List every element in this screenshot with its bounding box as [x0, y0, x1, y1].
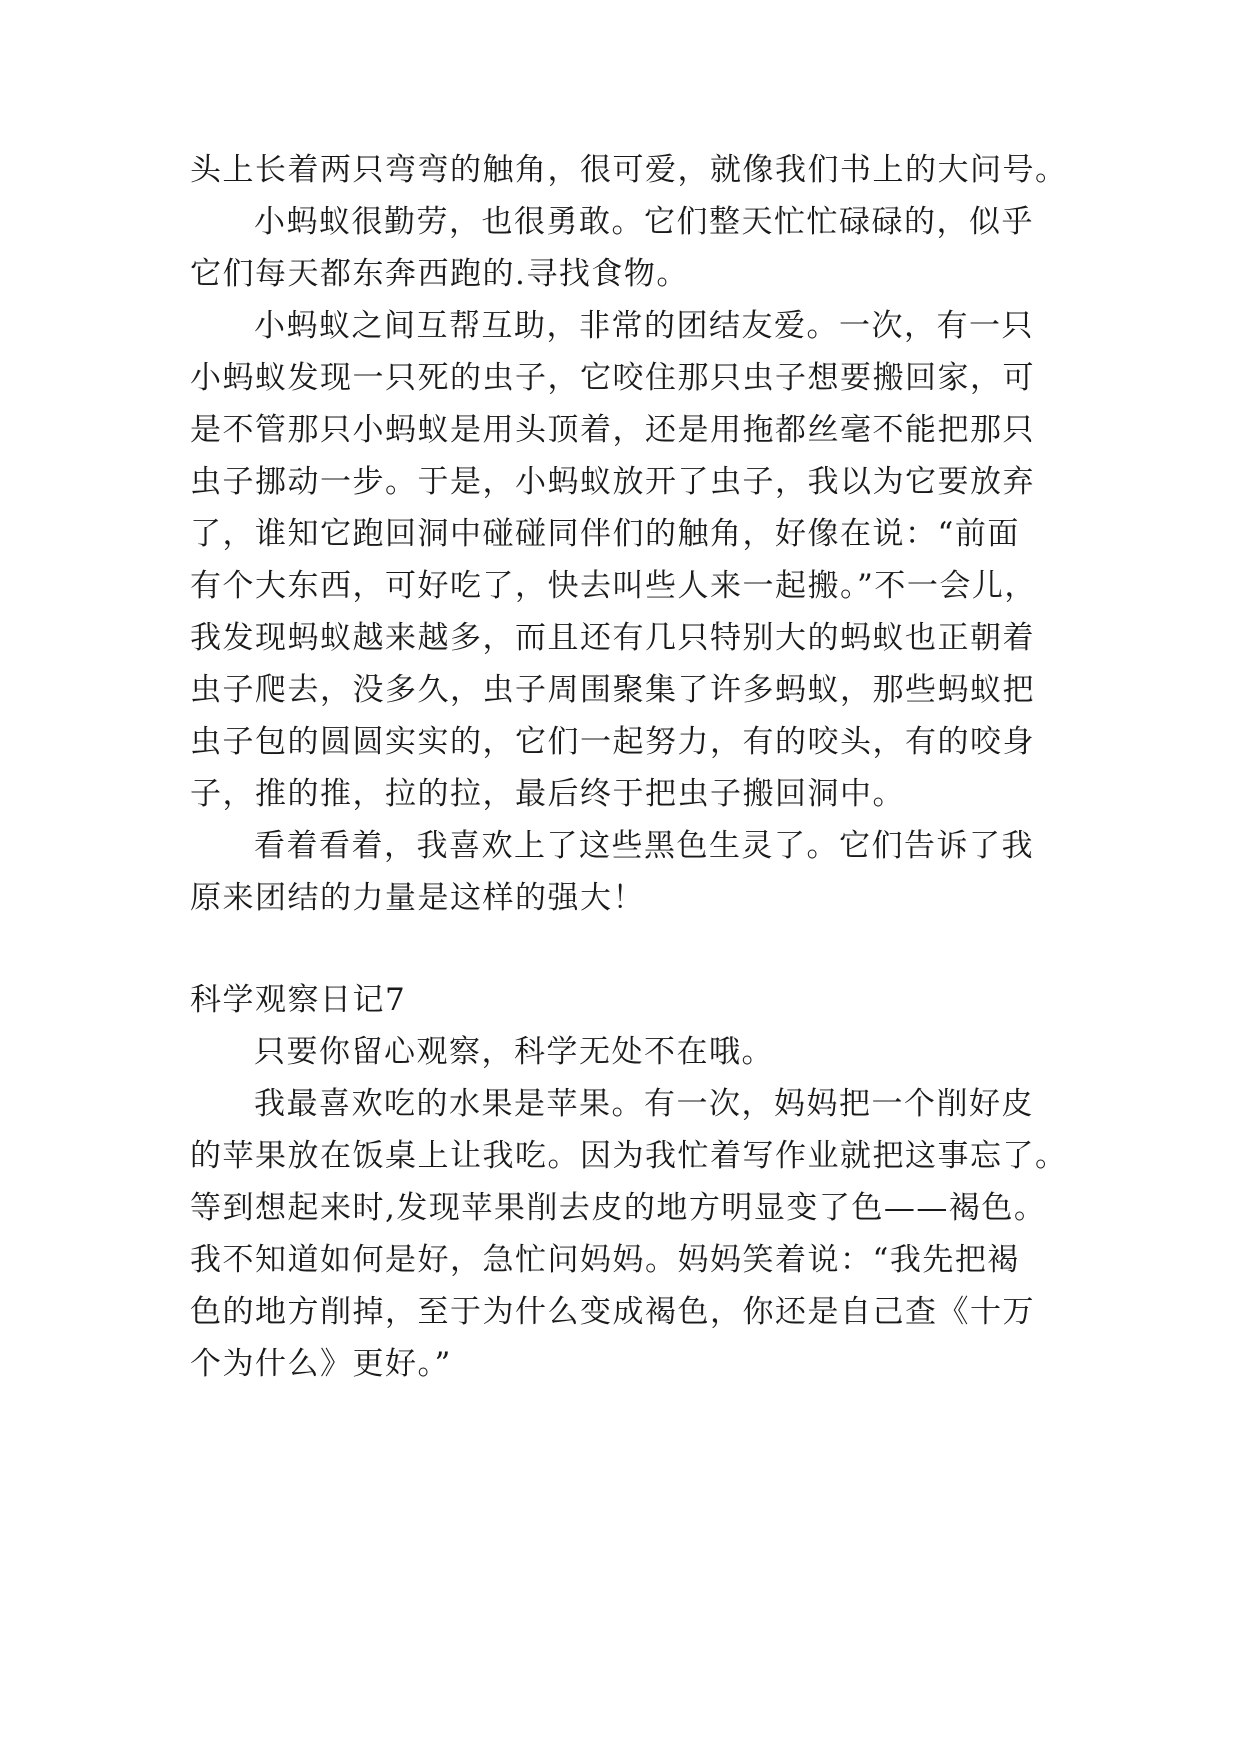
- paragraph-line: 小蚂蚁之间互帮互助，非常的团结友爱。一次，有一只: [254, 308, 1034, 344]
- paragraph-line: 子，推的推，拉的拉，最后终于把虫子搬回洞中。: [190, 776, 905, 812]
- paragraph-line: 有个大东西，可好吃了，快去叫些人来一起搬。”不一会儿，: [190, 568, 1037, 604]
- paragraph-line: 我不知道如何是好，急忙问妈妈。妈妈笑着说：“我先把褐: [190, 1242, 1020, 1278]
- paragraph-line: 虫子爬去，没多久，虫子周围聚集了许多蚂蚁，那些蚂蚁把: [190, 672, 1035, 708]
- paragraph-line: 原来团结的力量是这样的强大！: [190, 880, 645, 916]
- paragraph-line: 我最喜欢吃的水果是苹果。有一次，妈妈把一个削好皮: [254, 1086, 1034, 1122]
- paragraph-line: 看着看着，我喜欢上了这些黑色生灵了。它们告诉了我: [254, 828, 1034, 864]
- paragraph-line: 等到想起来时,发现苹果削去皮的地方明显变了色——褐色。: [190, 1190, 1047, 1226]
- section-title: 科学观察日记7: [190, 982, 407, 1018]
- paragraph-line: 小蚂蚁很勤劳，也很勇敢。它们整天忙忙碌碌的，似乎: [254, 204, 1034, 240]
- paragraph-line: 它们每天都东奔西跑的.寻找食物。: [190, 256, 689, 292]
- paragraph-line: 虫子包的圆圆实实的，它们一起努力，有的咬头，有的咬身: [190, 724, 1035, 760]
- paragraph-line: 虫子挪动一步。于是，小蚂蚁放开了虫子，我以为它要放弃: [190, 464, 1035, 500]
- paragraph-line: 个为什么》更好。”: [190, 1346, 452, 1382]
- paragraph-line: 是不管那只小蚂蚁是用头顶着，还是用拖都丝毫不能把那只: [190, 412, 1035, 448]
- paragraph-line: 我发现蚂蚁越来越多，而且还有几只特别大的蚂蚁也正朝着: [190, 620, 1035, 656]
- paragraph-line: 头上长着两只弯弯的触角，很可爱，就像我们书上的大问号。: [190, 152, 1068, 188]
- paragraph-line: 了，谁知它跑回洞中碰碰同伴们的触角，好像在说：“前面: [190, 516, 1020, 552]
- paragraph-line: 的苹果放在饭桌上让我吃。因为我忙着写作业就把这事忘了。: [190, 1138, 1068, 1174]
- paragraph-line: 只要你留心观察，科学无处不在哦。: [254, 1034, 774, 1070]
- paragraph-line: 色的地方削掉，至于为什么变成褐色，你还是自己查《十万: [190, 1294, 1035, 1330]
- paragraph-line: 小蚂蚁发现一只死的虫子，它咬住那只虫子想要搬回家，可: [190, 360, 1035, 396]
